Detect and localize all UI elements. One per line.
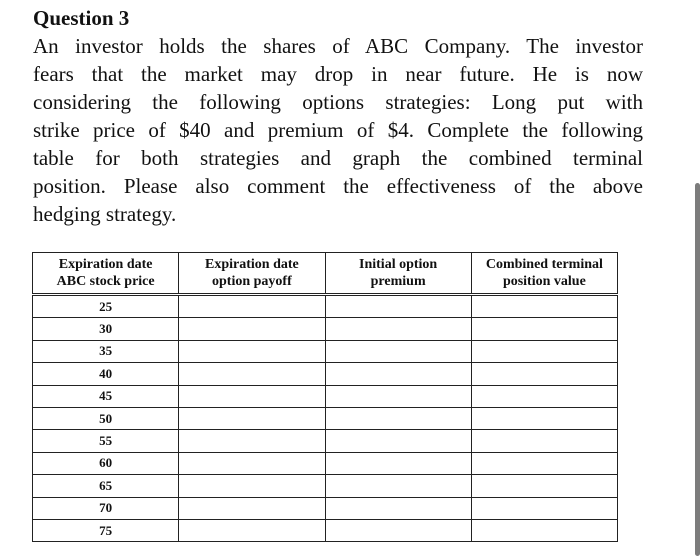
question-line: position. Please also comment the effectiveness of the above [33, 174, 643, 198]
premium-cell[interactable] [325, 363, 471, 385]
combined-value-cell[interactable] [471, 385, 617, 407]
table-row [33, 363, 618, 385]
header-line: ABC stock price [56, 274, 155, 289]
combined-value-cell[interactable] [471, 295, 617, 318]
question-title: Question 3 [33, 6, 130, 30]
premium-cell[interactable] [325, 475, 471, 497]
combined-value-cell[interactable] [471, 452, 617, 474]
payoff-cell[interactable] [179, 340, 325, 362]
stock-price-cell: 60 [33, 452, 179, 474]
combined-value-cell[interactable] [471, 407, 617, 429]
question-line: hedging strategy. [33, 202, 177, 226]
table-row [33, 430, 618, 452]
stock-price-cell: 25 [33, 295, 179, 318]
stock-price-cell: 45 [33, 385, 179, 407]
premium-cell[interactable] [325, 519, 471, 541]
header-line: position value [502, 274, 586, 289]
payoff-cell[interactable] [179, 318, 325, 340]
vertical-scrollbar[interactable] [695, 183, 700, 556]
question-line: table for both strategies and graph the combined terminal [33, 146, 643, 170]
header-line: Expiration date [205, 257, 299, 272]
payoff-cell[interactable] [179, 407, 325, 429]
header-line: Expiration date [58, 257, 153, 272]
payoff-cell[interactable] [179, 497, 325, 519]
header-line: Initial option [359, 257, 438, 272]
table-header-row [33, 253, 618, 295]
combined-value-cell[interactable] [471, 519, 617, 541]
premium-cell[interactable] [325, 340, 471, 362]
premium-cell[interactable] [325, 407, 471, 429]
payoff-cell[interactable] [179, 430, 325, 452]
table-row [33, 407, 618, 429]
header-option-premium [325, 253, 471, 295]
premium-cell[interactable] [325, 430, 471, 452]
stock-price-cell: 40 [33, 363, 179, 385]
combined-value-cell[interactable] [471, 340, 617, 362]
stock-price-cell: 35 [33, 340, 179, 362]
payoff-cell[interactable] [179, 475, 325, 497]
payoff-cell[interactable] [179, 363, 325, 385]
table-row [33, 452, 618, 474]
table-row [33, 475, 618, 497]
stock-price-cell: 70 [33, 497, 179, 519]
stock-price-cell: 55 [33, 430, 179, 452]
table-row [33, 385, 618, 407]
question-line: strike price of $40 and premium of $4. Complete the following [33, 118, 643, 142]
table-row [33, 519, 618, 541]
header-option-payoff [179, 253, 325, 295]
stock-price-cell: 75 [33, 519, 179, 541]
table-row [33, 318, 618, 340]
header-line: premium [370, 274, 426, 289]
header-line: option payoff [212, 274, 292, 289]
question-body [33, 32, 643, 228]
combined-value-cell[interactable] [471, 497, 617, 519]
payoff-cell[interactable] [179, 295, 325, 318]
stock-price-cell: 30 [33, 318, 179, 340]
stock-price-cell: 50 [33, 407, 179, 429]
table-row [33, 295, 618, 318]
header-line: Combined terminal [485, 257, 603, 272]
combined-value-cell[interactable] [471, 430, 617, 452]
header-combined-value [471, 253, 617, 295]
premium-cell[interactable] [325, 452, 471, 474]
premium-cell[interactable] [325, 385, 471, 407]
table-row [33, 340, 618, 362]
question-line: considering the following options strategies: Long put with [33, 90, 643, 114]
question-line: An investor holds the shares of ABC Company. The investor [33, 34, 643, 58]
question-line: fears that the market may drop in near future. He is now [33, 62, 643, 86]
payoff-table [32, 252, 618, 542]
premium-cell[interactable] [325, 497, 471, 519]
stock-price-cell: 65 [33, 475, 179, 497]
combined-value-cell[interactable] [471, 363, 617, 385]
premium-cell[interactable] [325, 295, 471, 318]
payoff-cell[interactable] [179, 385, 325, 407]
premium-cell[interactable] [325, 318, 471, 340]
combined-value-cell[interactable] [471, 318, 617, 340]
payoff-cell[interactable] [179, 519, 325, 541]
header-stock-price [33, 253, 179, 295]
combined-value-cell[interactable] [471, 475, 617, 497]
payoff-cell[interactable] [179, 452, 325, 474]
table-row [33, 497, 618, 519]
